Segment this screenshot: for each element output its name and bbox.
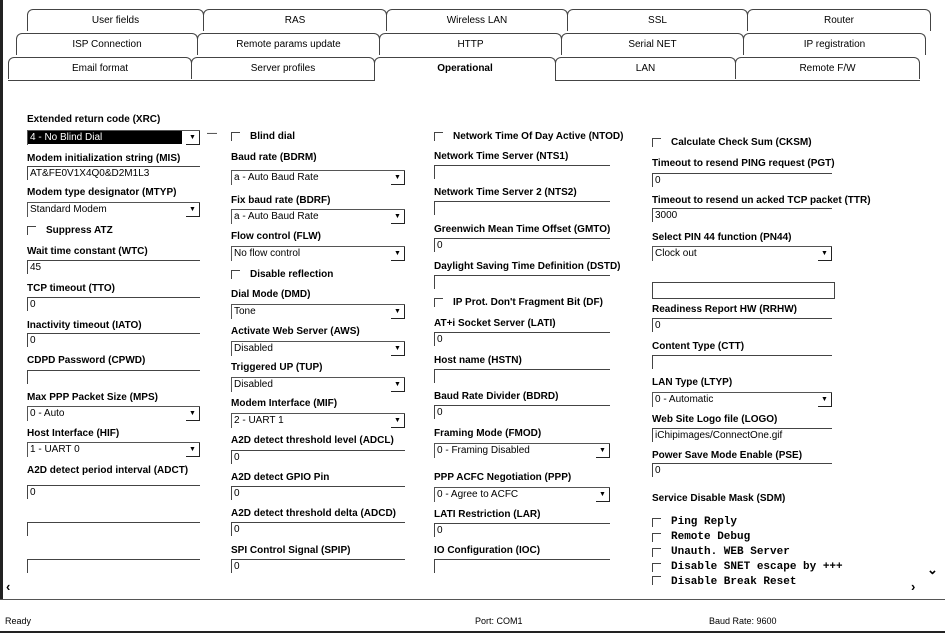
text-input[interactable] bbox=[652, 282, 835, 299]
text-input[interactable] bbox=[27, 559, 200, 573]
field-label: Web Site Logo file (LOGO) bbox=[652, 414, 778, 425]
field-label: AT+i Socket Server (LATI) bbox=[434, 318, 556, 329]
field-label: Timeout to resend PING request (PGT) bbox=[652, 158, 835, 169]
dropdown-select[interactable] bbox=[231, 170, 405, 185]
chevron-down-icon[interactable]: ▼ bbox=[186, 407, 200, 421]
field-label: Wait time constant (WTC) bbox=[27, 246, 148, 257]
text-input[interactable]: 0 bbox=[231, 450, 405, 464]
chevron-down-icon[interactable]: ▼ bbox=[391, 378, 405, 392]
selected-value: 4 - No Blind Dial bbox=[28, 131, 182, 144]
chevron-down-icon[interactable]: ▼ bbox=[391, 414, 405, 428]
tab-ras[interactable]: RAS bbox=[203, 9, 387, 31]
tab-user-fields[interactable]: User fields bbox=[27, 9, 204, 31]
status-text: Ready bbox=[5, 616, 32, 626]
selected-value: 0 - Automatic bbox=[655, 394, 714, 405]
chevron-down-icon[interactable]: ▼ bbox=[596, 444, 610, 458]
checkbox-network-time-of-day-active-ntod[interactable] bbox=[434, 131, 623, 142]
dropdown-select[interactable] bbox=[231, 304, 405, 319]
field-label: Readiness Report HW (RRHW) bbox=[652, 304, 798, 315]
text-input[interactable]: AT&FE0V1X4Q0&D2M1L3 bbox=[27, 166, 200, 180]
field-label: Baud rate (BDRM) bbox=[231, 152, 317, 163]
dropdown-select[interactable] bbox=[652, 246, 832, 261]
text-input[interactable] bbox=[434, 165, 610, 179]
status-bar-divider bbox=[0, 599, 945, 600]
checkbox-disable-break-reset[interactable] bbox=[652, 576, 796, 585]
field-label: Max PPP Packet Size (MPS) bbox=[27, 392, 158, 403]
selected-value: 0 - Agree to ACFC bbox=[437, 489, 519, 500]
field-label: CDPD Password (CPWD) bbox=[27, 355, 146, 366]
selected-value: Standard Modem bbox=[30, 204, 107, 215]
field-label: Content Type (CTT) bbox=[652, 341, 745, 352]
tab-remote-f-w[interactable]: Remote F/W bbox=[735, 57, 920, 79]
checkbox-label: Unauth. WEB Server bbox=[671, 546, 790, 558]
text-input[interactable]: 0 bbox=[652, 318, 832, 332]
checkbox-label: Ping Reply bbox=[671, 516, 738, 528]
checkbox-label: Disable Break Reset bbox=[671, 576, 797, 585]
field-label: A2D detect threshold delta (ADCD) bbox=[231, 508, 397, 519]
field-label: SPI Control Signal (SPIP) bbox=[231, 545, 351, 556]
checkbox-calculate-check-sum-cksm[interactable] bbox=[652, 137, 812, 148]
text-input[interactable]: 0 bbox=[434, 405, 610, 419]
field-label: Inactivity timeout (IATO) bbox=[27, 320, 142, 331]
chevron-down-icon[interactable]: ▼ bbox=[391, 171, 405, 185]
field-label: Dial Mode (DMD) bbox=[231, 289, 311, 300]
field-label: Daylight Saving Time Definition (DSTD) bbox=[434, 261, 621, 272]
text-input[interactable] bbox=[27, 522, 200, 536]
status-port: Port: COM1 bbox=[475, 616, 523, 626]
text-input[interactable]: 3000 bbox=[652, 208, 832, 222]
tab-wireless-lan[interactable]: Wireless LAN bbox=[386, 9, 568, 31]
selected-value: a - Auto Baud Rate bbox=[234, 172, 319, 183]
dropdown-select[interactable] bbox=[27, 202, 200, 217]
dropdown-select[interactable] bbox=[27, 442, 200, 457]
dropdown-select[interactable] bbox=[231, 246, 405, 261]
chevron-down-icon[interactable]: ▼ bbox=[391, 305, 405, 319]
chevron-down-icon[interactable]: ▼ bbox=[818, 393, 832, 407]
field-label: A2D detect period interval (ADCT) bbox=[27, 465, 189, 476]
field-label: Fix baud rate (BDRF) bbox=[231, 195, 331, 206]
selected-value: Tone bbox=[234, 306, 256, 317]
checkbox-label: IP Prot. Don't Fragment Bit (DF) bbox=[453, 297, 603, 308]
checkbox-box[interactable] bbox=[652, 576, 661, 585]
checkbox-remote-debug[interactable] bbox=[652, 531, 750, 543]
field-label: Network Time Server 2 (NTS2) bbox=[434, 187, 577, 198]
text-input[interactable]: 0 bbox=[652, 463, 832, 477]
text-input[interactable]: 0 bbox=[434, 523, 610, 537]
connector-dash: — bbox=[207, 128, 217, 139]
text-input[interactable]: 0 bbox=[434, 332, 610, 346]
dropdown-select[interactable] bbox=[27, 406, 200, 421]
checkbox-ping-reply[interactable] bbox=[652, 516, 737, 528]
text-input[interactable]: 0 bbox=[231, 486, 405, 500]
selected-value: Disabled bbox=[234, 379, 273, 390]
text-input[interactable]: 0 bbox=[27, 333, 200, 347]
checkbox-label: Network Time Of Day Active (NTOD) bbox=[453, 131, 624, 142]
text-input[interactable]: 0 bbox=[231, 522, 405, 536]
field-label: Timeout to resend un acked TCP packet (TTR) bbox=[652, 195, 871, 206]
checkbox-unauth-web-server[interactable] bbox=[652, 546, 790, 558]
selected-value: 0 - Framing Disabled bbox=[437, 445, 530, 456]
field-label: Triggered UP (TUP) bbox=[231, 362, 323, 373]
field-label: Modem type designator (MTYP) bbox=[27, 187, 177, 198]
field-label: LATI Restriction (LAR) bbox=[434, 509, 541, 520]
tab-router[interactable]: Router bbox=[747, 9, 931, 31]
text-input[interactable]: iChipimages/ConnectOne.gif bbox=[652, 428, 832, 442]
field-label: Framing Mode (FMOD) bbox=[434, 428, 542, 439]
selected-value: Clock out bbox=[655, 248, 697, 259]
checkbox-label: Suppress ATZ bbox=[46, 225, 113, 236]
dropdown-select[interactable] bbox=[27, 130, 200, 145]
selected-value: Disabled bbox=[234, 343, 273, 354]
checkbox-ip-prot-don-t-fragment-bit-df[interactable] bbox=[434, 297, 603, 308]
dropdown-select[interactable] bbox=[231, 413, 405, 428]
text-input[interactable] bbox=[434, 275, 610, 289]
field-label: Power Save Mode Enable (PSE) bbox=[652, 450, 803, 461]
checkbox-box[interactable] bbox=[27, 226, 36, 235]
chevron-down-icon[interactable]: ▼ bbox=[186, 131, 200, 145]
scroll-right-button[interactable]: › bbox=[911, 579, 916, 594]
field-label: Modem initialization string (MIS) bbox=[27, 153, 181, 164]
checkbox-disable-reflection[interactable] bbox=[231, 269, 333, 280]
dropdown-select[interactable] bbox=[652, 392, 832, 407]
checkbox-label: Calculate Check Sum (CKSM) bbox=[671, 137, 812, 148]
field-label: Host name (HSTN) bbox=[434, 355, 522, 366]
checkbox-box[interactable] bbox=[434, 298, 443, 307]
text-input[interactable] bbox=[434, 369, 610, 383]
scroll-left-button[interactable]: ‹ bbox=[6, 579, 11, 594]
checkbox-disable-snet-escape-by[interactable] bbox=[652, 561, 843, 573]
text-input[interactable] bbox=[434, 201, 610, 215]
status-baud-rate: Baud Rate: 9600 bbox=[709, 616, 777, 626]
chevron-down-icon[interactable]: ▼ bbox=[186, 203, 200, 217]
field-label: TCP timeout (TTO) bbox=[27, 283, 115, 294]
field-label: Host Interface (HIF) bbox=[27, 428, 120, 439]
text-input[interactable] bbox=[652, 355, 832, 369]
text-input[interactable]: 45 bbox=[27, 260, 200, 274]
selected-value: No flow control bbox=[234, 248, 301, 259]
field-label: A2D detect threshold level (ADCL) bbox=[231, 435, 394, 446]
selected-value: 0 - Auto bbox=[30, 408, 65, 419]
selected-value: a - Auto Baud Rate bbox=[234, 211, 319, 222]
checkbox-box[interactable] bbox=[652, 533, 661, 542]
dropdown-select[interactable] bbox=[231, 377, 405, 392]
window-frame bbox=[0, 0, 3, 600]
tab-operational[interactable]: Operational bbox=[374, 57, 556, 81]
tab-ssl[interactable]: SSL bbox=[567, 9, 748, 31]
checkbox-box[interactable] bbox=[434, 132, 443, 141]
text-input[interactable] bbox=[27, 370, 200, 384]
field-label: Greenwich Mean Time Offset (GMTO) bbox=[434, 224, 611, 235]
field-label: Extended return code (XRC) bbox=[27, 114, 161, 125]
dropdown-select[interactable] bbox=[434, 443, 610, 458]
checkbox-blind-dial[interactable] bbox=[231, 131, 295, 142]
tab-http[interactable]: HTTP bbox=[379, 33, 562, 55]
field-label: LAN Type (LTYP) bbox=[652, 377, 733, 388]
text-input[interactable]: 0 bbox=[27, 485, 200, 499]
field-label: Service Disable Mask (SDM) bbox=[652, 493, 786, 504]
checkbox-suppress-atz[interactable] bbox=[27, 225, 113, 236]
dropdown-select[interactable] bbox=[231, 341, 405, 356]
scroll-down-button[interactable]: ⌄ bbox=[927, 562, 938, 577]
tab-server-profiles[interactable]: Server profiles bbox=[191, 57, 375, 79]
dropdown-select[interactable] bbox=[434, 487, 610, 502]
field-label: IO Configuration (IOC) bbox=[434, 545, 541, 556]
chevron-down-icon[interactable]: ▼ bbox=[186, 443, 200, 457]
selected-value: 1 - UART 0 bbox=[30, 444, 80, 455]
field-label: Network Time Server (NTS1) bbox=[434, 151, 569, 162]
tab-lan[interactable]: LAN bbox=[555, 57, 736, 79]
field-label: A2D detect GPIO Pin bbox=[231, 472, 330, 483]
checkbox-box[interactable] bbox=[231, 132, 240, 141]
checkbox-box[interactable] bbox=[652, 548, 661, 557]
field-label: Select PIN 44 function (PN44) bbox=[652, 232, 792, 243]
chevron-down-icon[interactable]: ▼ bbox=[818, 247, 832, 261]
dropdown-select[interactable] bbox=[231, 209, 405, 224]
chevron-down-icon[interactable]: ▼ bbox=[391, 342, 405, 356]
tab-isp-connection[interactable]: ISP Connection bbox=[16, 33, 198, 55]
checkbox-label: Remote Debug bbox=[671, 531, 751, 543]
checkbox-box[interactable] bbox=[652, 518, 661, 527]
checkbox-box[interactable] bbox=[652, 138, 661, 147]
text-input[interactable]: 0 bbox=[652, 173, 832, 187]
selected-value: 2 - UART 1 bbox=[234, 415, 284, 426]
checkbox-label: Disable reflection bbox=[250, 269, 334, 280]
text-input[interactable]: 0 bbox=[231, 559, 405, 573]
tab-ip-registration[interactable]: IP registration bbox=[743, 33, 926, 55]
text-input[interactable] bbox=[434, 559, 610, 573]
tab-remote-params-update[interactable]: Remote params update bbox=[197, 33, 380, 55]
field-label: Baud Rate Divider (BDRD) bbox=[434, 391, 559, 402]
field-label: PPP ACFC Negotiation (PPP) bbox=[434, 472, 572, 483]
field-label: Flow control (FLW) bbox=[231, 231, 321, 242]
field-label: Activate Web Server (AWS) bbox=[231, 326, 360, 337]
checkbox-box[interactable] bbox=[231, 270, 240, 279]
text-input[interactable]: 0 bbox=[434, 238, 610, 252]
checkbox-label: Disable SNET escape by +++ bbox=[671, 561, 843, 573]
tab-email-format[interactable]: Email format bbox=[8, 57, 192, 79]
checkbox-box[interactable] bbox=[652, 563, 661, 572]
chevron-down-icon[interactable]: ▼ bbox=[596, 488, 610, 502]
chevron-down-icon[interactable]: ▼ bbox=[391, 247, 405, 261]
chevron-down-icon[interactable]: ▼ bbox=[391, 210, 405, 224]
checkbox-label: Blind dial bbox=[250, 131, 295, 142]
tab-serial-net[interactable]: Serial NET bbox=[561, 33, 744, 55]
field-label: Modem Interface (MIF) bbox=[231, 398, 338, 409]
text-input[interactable]: 0 bbox=[27, 297, 200, 311]
